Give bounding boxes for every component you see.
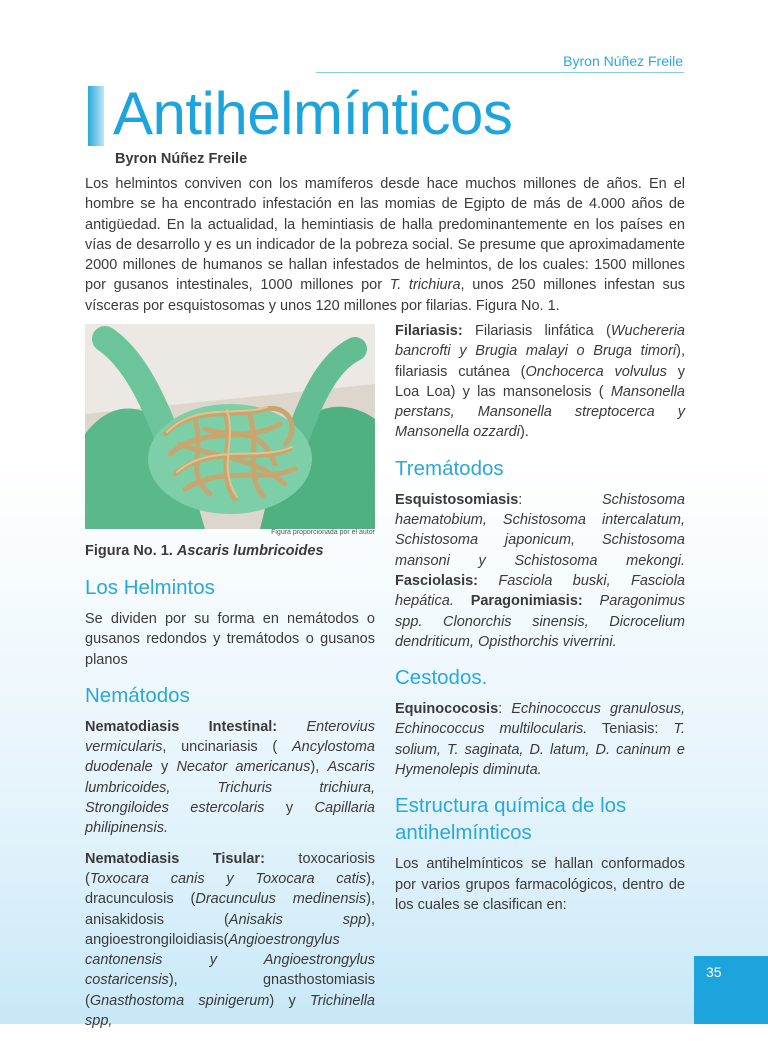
- intro-paragraph: Los helmintos conviven con los mamíferos desde hace muchos millones de años. En el hombre se ha encontrado infestación en las momias de Egipto de más de 4.000 años de antigüedad. En la actualidad, la hemintiasis de halla predominantemente en los países en vías de desarrollo y es un indicador de la pobreza social. Se presume que aproximadamente 2000 millones de humanos se hallan infestados de helmintos, de los cuales: 1500 millones por gusanos intestinales, 1000 millones por T. trichiura, unos 250 millones infestan sus vísceras por esquistosomas y unos 120 millones por filarias. Figura No. 1.: [85, 176, 686, 314]
- page-title: Antihelmínticos: [113, 80, 513, 147]
- heading-helmintos: Los Helmintos: [85, 576, 215, 599]
- nematodiasis-tisular: Nematodiasis Tisular: toxocariosis (Toxocara canis y Toxocara catis), dracunculosis (Dracunculus medinensis), anisakidosis (Anisakis spp), angioestrongiloidiasis(Angioestrongylus cantonensis y Angioestrongylus costaricensis), gnasthostomiasis (Gnasthostoma spinigerum) y Trichinella spp,: [85, 850, 376, 1030]
- heading-cestodos: Cestodos.: [395, 666, 488, 690]
- helmintos-text: Se dividen por su forma en nemátodos o gusanos redondos y tremátodos o gusanos planos: [85, 611, 375, 668]
- figure-credit: Figura proporcionada por el autor: [271, 529, 375, 536]
- heading-nematodos: Nemátodos: [85, 683, 190, 707]
- byline: Byron Núñez Freile: [115, 151, 248, 167]
- page-number-box: [694, 956, 768, 1024]
- right-column: [395, 321, 685, 925]
- heading-trematodos: Tremátodos: [395, 456, 504, 480]
- estructura-text: Los antihelmínticos se hallan conformados por varios grupos farmacológicos, dentro de los cuales se clasifican en:: [395, 856, 685, 913]
- cestodos-text: Equinococosis: Echinococcus granulosus, Echinococcus multilocularis. Teniasis: T. solium, T. saginata, D. latum, D. caninum e Hymenolepis diminuta.: [395, 701, 685, 779]
- figure-photo: [85, 324, 375, 529]
- header-author: Byron Núñez Freile: [563, 53, 683, 69]
- title-accent-bar: [88, 86, 104, 146]
- heading-estructura: Estructura química de los antihelmínticos: [395, 794, 627, 845]
- header-rule: [316, 72, 684, 73]
- figure-caption: Figura No. 1. Ascaris lumbricoides: [85, 543, 324, 559]
- nematodiasis-intestinal: Nematodiasis Intestinal: Enterovius vermicularis, uncinariasis ( Ancylostoma duodenale y Necator americanus), Ascaris lumbricoides, Trichuris trichiura, Strongiloides estercolaris y Capillaria philipinensis.: [85, 718, 375, 837]
- page-number: 35: [706, 964, 722, 980]
- filariasis-text: Filariasis: Filariasis linfática (Wuchereria bancrofti y Brugia malayi o Bruga timori), filariasis cutánea (Onchocerca volvulus y Loa Loa) y las mansonelosis ( Mansonella perstans, Mansonella streptocerca y Mansonella ozzardi).: [395, 323, 686, 441]
- left-column: [85, 574, 375, 1041]
- trematodos-text: Esquistosomiasis: Schistosoma haematobium, Schistosoma intercalatum, Schistosoma japonicum, Schistosoma mansoni y Schistosoma mekongi. Fasciolasis: Fasciola buski, Fasciola hepática. Paragonimiasis: Paragonimus spp. Clonorchis sinensis, Dicrocelium dendriticum, Opisthorchis viverrini.: [395, 491, 685, 650]
